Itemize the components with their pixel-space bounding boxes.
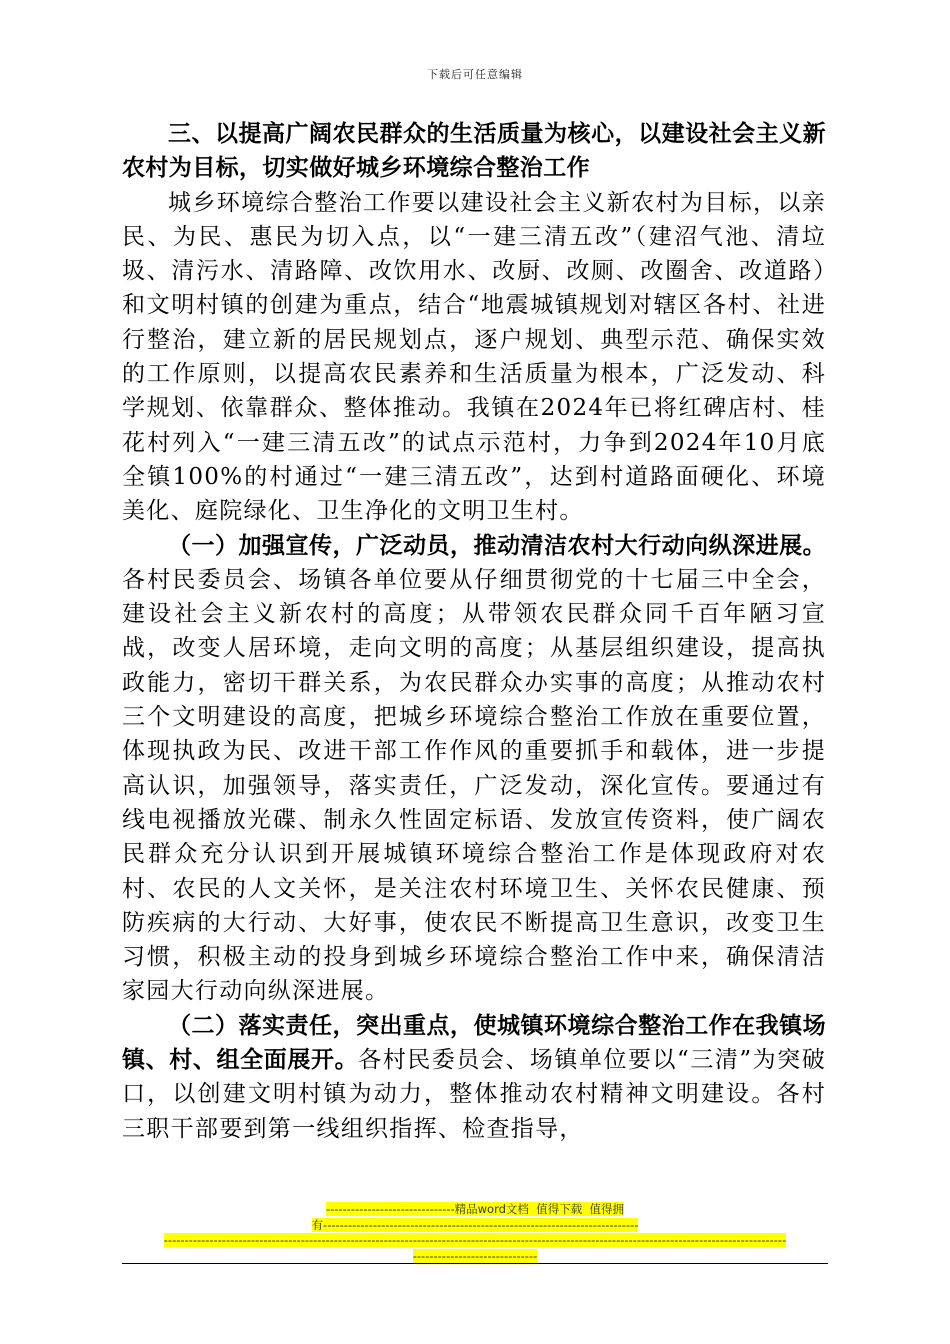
paragraph-2-lead: （二）落实责任，突出重点，使城镇环境综合整治工作在我镇场镇、村、组全面展开。 [122, 1012, 826, 1074]
footer-watermark [122, 1202, 828, 1264]
paragraph-1 [122, 529, 826, 1009]
section-heading: 三、以提高广阔农民群众的生活质量为核心，以建设社会主义新农村为目标，切实做好城乡环境综合整治工作 [122, 121, 826, 182]
intro-paragraph: 城乡环境综合整治工作要以建设社会主义新农村为目标，以亲民、为民、惠民为切入点，以“一建三清五改”（建沼气池、清垃圾、清污水、清路障、改饮用水、改厨、改厕、改圈舍、改道路）和文明村镇的创建为重点，结合“地震城镇规划对辖区各村、社进行整治，建立新的居民规划点，逐户规划、典型示范、确保实效的工作原则，以提高农民素养和生活质量为根本，广泛发动、科学规划、依靠群众、整体推动。我镇在2024年已将红碑店村、桂花村列入“一建三清五改”的试点示范村，力争到2024年10月底全镇100%的村通过“一建三清五改”，达到村道路面硬化、环境美化、庭院绿化、卫生净化的文明卫生村。 [122, 189, 826, 525]
paragraph-1-lead: （一）加强宣传，广泛动员，推动清洁农村大行动向纵深进展。 [168, 532, 826, 559]
footer-line-4: ------------------------------ [412, 1248, 538, 1263]
footer-line-2: 有---------------------------------------------------------------------------- [311, 1217, 639, 1232]
footer-divider [122, 1263, 828, 1264]
footer-line-3: ------------------------------------------------------------------------------------------------------------------------------------------------------ [163, 1233, 787, 1248]
footer-line-1: -------------------------------精品word文档 值得下载 值得拥 [325, 1202, 625, 1216]
paragraph-1-body: 各村民委员会、场镇各单位要从仔细贯彻党的十七届三中全会，建设社会主义新农村的高度；从带领农民群众同千百年陋习宣战，改变人居环境，走向文明的高度；从基层组织建设，提高执政能力，密切干群关系，为农民群众办实事的高度；从推动农村三个文明建设的高度，把城乡环境综合整治工作放在重要位置，体现执政为民、改进干部工作作风的重要抓手和载体，进一步提高认识，加强领导，落实责任，广泛发动，深化宣传。要通过有线电视播放光碟、制永久性固定标语、发放宣传资料，使广阔农民群众充分认识到开展城镇环境综合整治工作是体现政府对农村、农民的人文关怀，是关注农村环境卫生、关怀农民健康、预防疾病的大行动、大好事，使农民不断提高卫生意识，改变卫生习惯，积极主动的投身到城乡环境综合整治工作中来，确保清洁家园大行动向纵深进展。 [122, 566, 826, 1005]
header-note: 下载后可任意编辑 [427, 68, 523, 81]
paragraph-2 [122, 1009, 826, 1146]
paragraph-2-body: 各村民委员会、场镇单位要以“三清”为突破口，以创建文明村镇为动力，整体推动农村精神文明建设。各村三职干部要到第一线组织指挥、检查指导， [122, 1047, 826, 1142]
document-body [122, 117, 826, 1146]
